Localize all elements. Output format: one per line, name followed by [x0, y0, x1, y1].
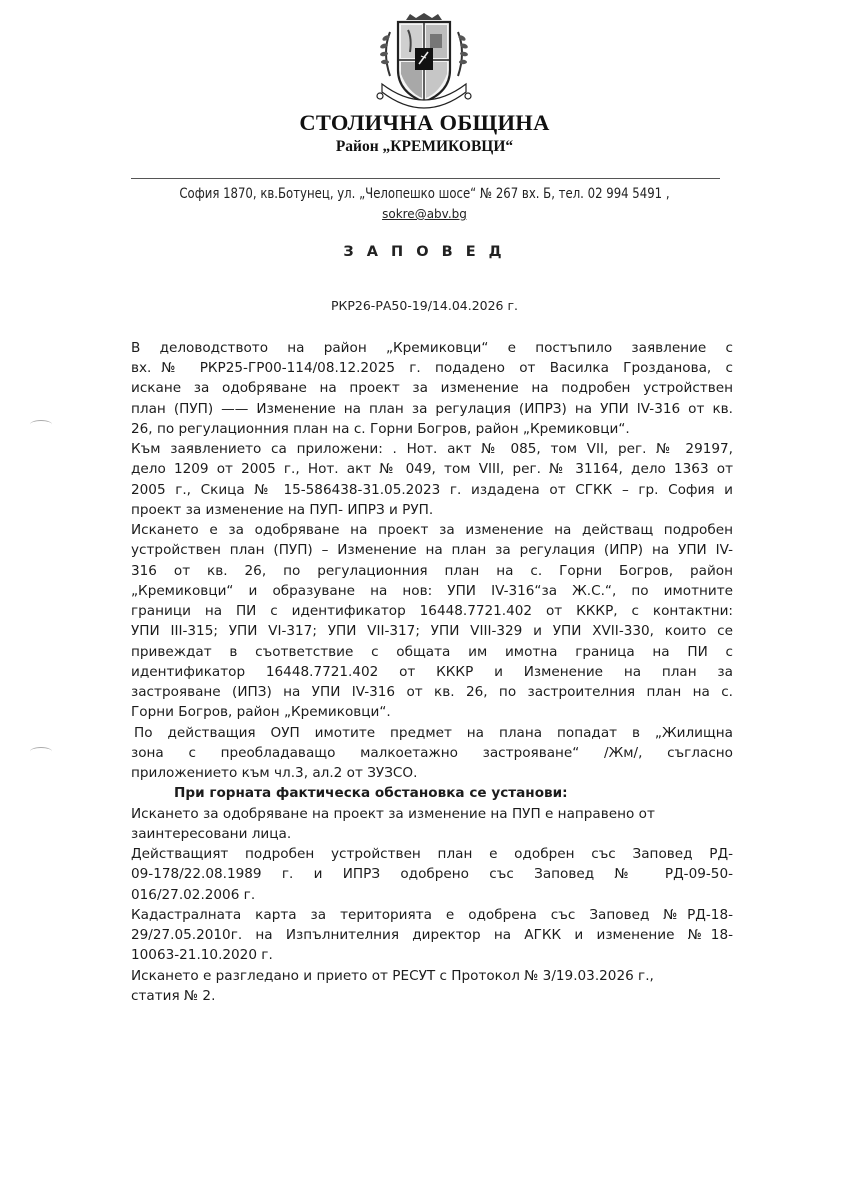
body-line: Действащият подробен устройствен план е одобрен със Заповед РД-	[131, 846, 733, 862]
body-line: Искането е за одобряване на проект за изменение на действащ подробен	[131, 522, 733, 538]
body-line: Искането за одобряване на проект за изменение на ПУП е направено от	[131, 806, 655, 822]
body-line: Към заявлението са приложени: . Нот. акт № 085, том VII, рег. № 29197,	[131, 441, 733, 457]
email-link[interactable]: sokre@abv.bg	[382, 207, 467, 221]
body-line: искане за одобряване на проект за изменение на подробен устройствен	[131, 380, 733, 396]
organization-name: СТОЛИЧНА ОБЩИНА	[299, 110, 550, 135]
body-line: привеждат в съответствие с общата им имотна граница на ПИ с	[131, 644, 733, 660]
body-line: 10063-21.10.2020 г.	[131, 947, 273, 963]
body-line: застрояване (ИПЗ) на УПИ IV-316 от кв. 26, по застроителния план на с.	[131, 684, 733, 700]
punch-hole-mark	[30, 420, 52, 429]
body-line: идентификатор 16448.7721.402 от КККР и Изменение на план за	[131, 664, 733, 680]
body-line: 2005 г., Скица № 15-586438-31.05.2023 г. издадена от СГКК – гр. София и	[131, 482, 733, 498]
body-line: приложението към чл.3, ал.2 от ЗУЗСО.	[131, 765, 418, 781]
body-line: „Кремиковци“ и образуване на нов: УПИ IV-316“за Ж.С.“, по имотните	[131, 583, 733, 599]
body-line: Горни Богров, район „Кремиковци“.	[131, 704, 391, 720]
body-line: заинтересовани лица.	[131, 826, 292, 842]
body-line: устройствен план (ПУП) – Изменение на план за регулация (ИПР) на УПИ IV-	[131, 542, 733, 558]
header-divider	[131, 178, 720, 179]
body-line: дело 1209 от 2005 г., Нот. акт № 049, том VIII, рег. № 31164, дело 1363 от	[131, 461, 733, 477]
punch-hole-mark	[30, 747, 52, 756]
coat-of-arms-icon	[368, 12, 480, 112]
body-line: вх.№ РКР25-ГР00-114/08.12.2025 г. подадено от Василка Грозданова, с	[131, 360, 733, 376]
body-line: статия № 2.	[131, 988, 216, 1004]
body-line: Кадастралната карта за територията е одобрена със Заповед №РД-18-	[131, 907, 733, 923]
body-line: зона с преобладаващо малкоетажно застрояване“ /Жм/, съгласно	[131, 745, 733, 761]
body-line: В деловодството на район „Кремиковци“ е постъпило заявление с	[131, 340, 733, 356]
body-line: 09-178/22.08.1989 г. и ИПРЗ одобрено със Заповед № РД-09-50-	[131, 866, 733, 882]
section-heading: При горната фактическа обстановка се установи:	[174, 785, 568, 801]
body-line: 26, по регулационния план на с. Горни Богров, район „Кремиковци“.	[131, 421, 630, 437]
body-line: 316 от кв. 26, по регулационния план на с. Горни Богров, район	[131, 563, 733, 579]
body-line: 016/27.02.2006 г.	[131, 887, 256, 903]
body-line: УПИ III-315; УПИ VI-317; УПИ VII-317; УПИ VIII-329 и УПИ XVII-330, които се	[131, 623, 733, 639]
address-line: София 1870, кв.Ботунец, ул. „Челопешко шосе“ № 267 вх. Б, тел. 02 994 5491 ,	[179, 186, 670, 202]
document-title: З А П О В Е Д	[343, 244, 506, 260]
district-name: Район „КРЕМИКОВЦИ“	[335, 138, 514, 155]
body-line: план (ПУП) —— Изменение на план за регулация (ИПРЗ) на УПИ IV-316 от кв.	[131, 401, 733, 417]
body-line: граници на ПИ с идентификатор 16448.7721.402 от КККР, с контактни:	[131, 603, 733, 619]
body-line: По действащия ОУП имотите предмет на плана попадат в „Жилищна	[134, 725, 733, 741]
body-line: проект за изменение на ПУП- ИПРЗ и РУП.	[131, 502, 434, 518]
body-line: Искането е разгледано и прието от РЕСУТ с Протокол № 3/19.03.2026 г.,	[131, 968, 654, 984]
document-number: РКР26-РА50-19/14.04.2026 г.	[330, 298, 519, 313]
body-line: 29/27.05.2010г. на Изпълнителния директор на АГКК и изменение №18-	[131, 927, 733, 943]
